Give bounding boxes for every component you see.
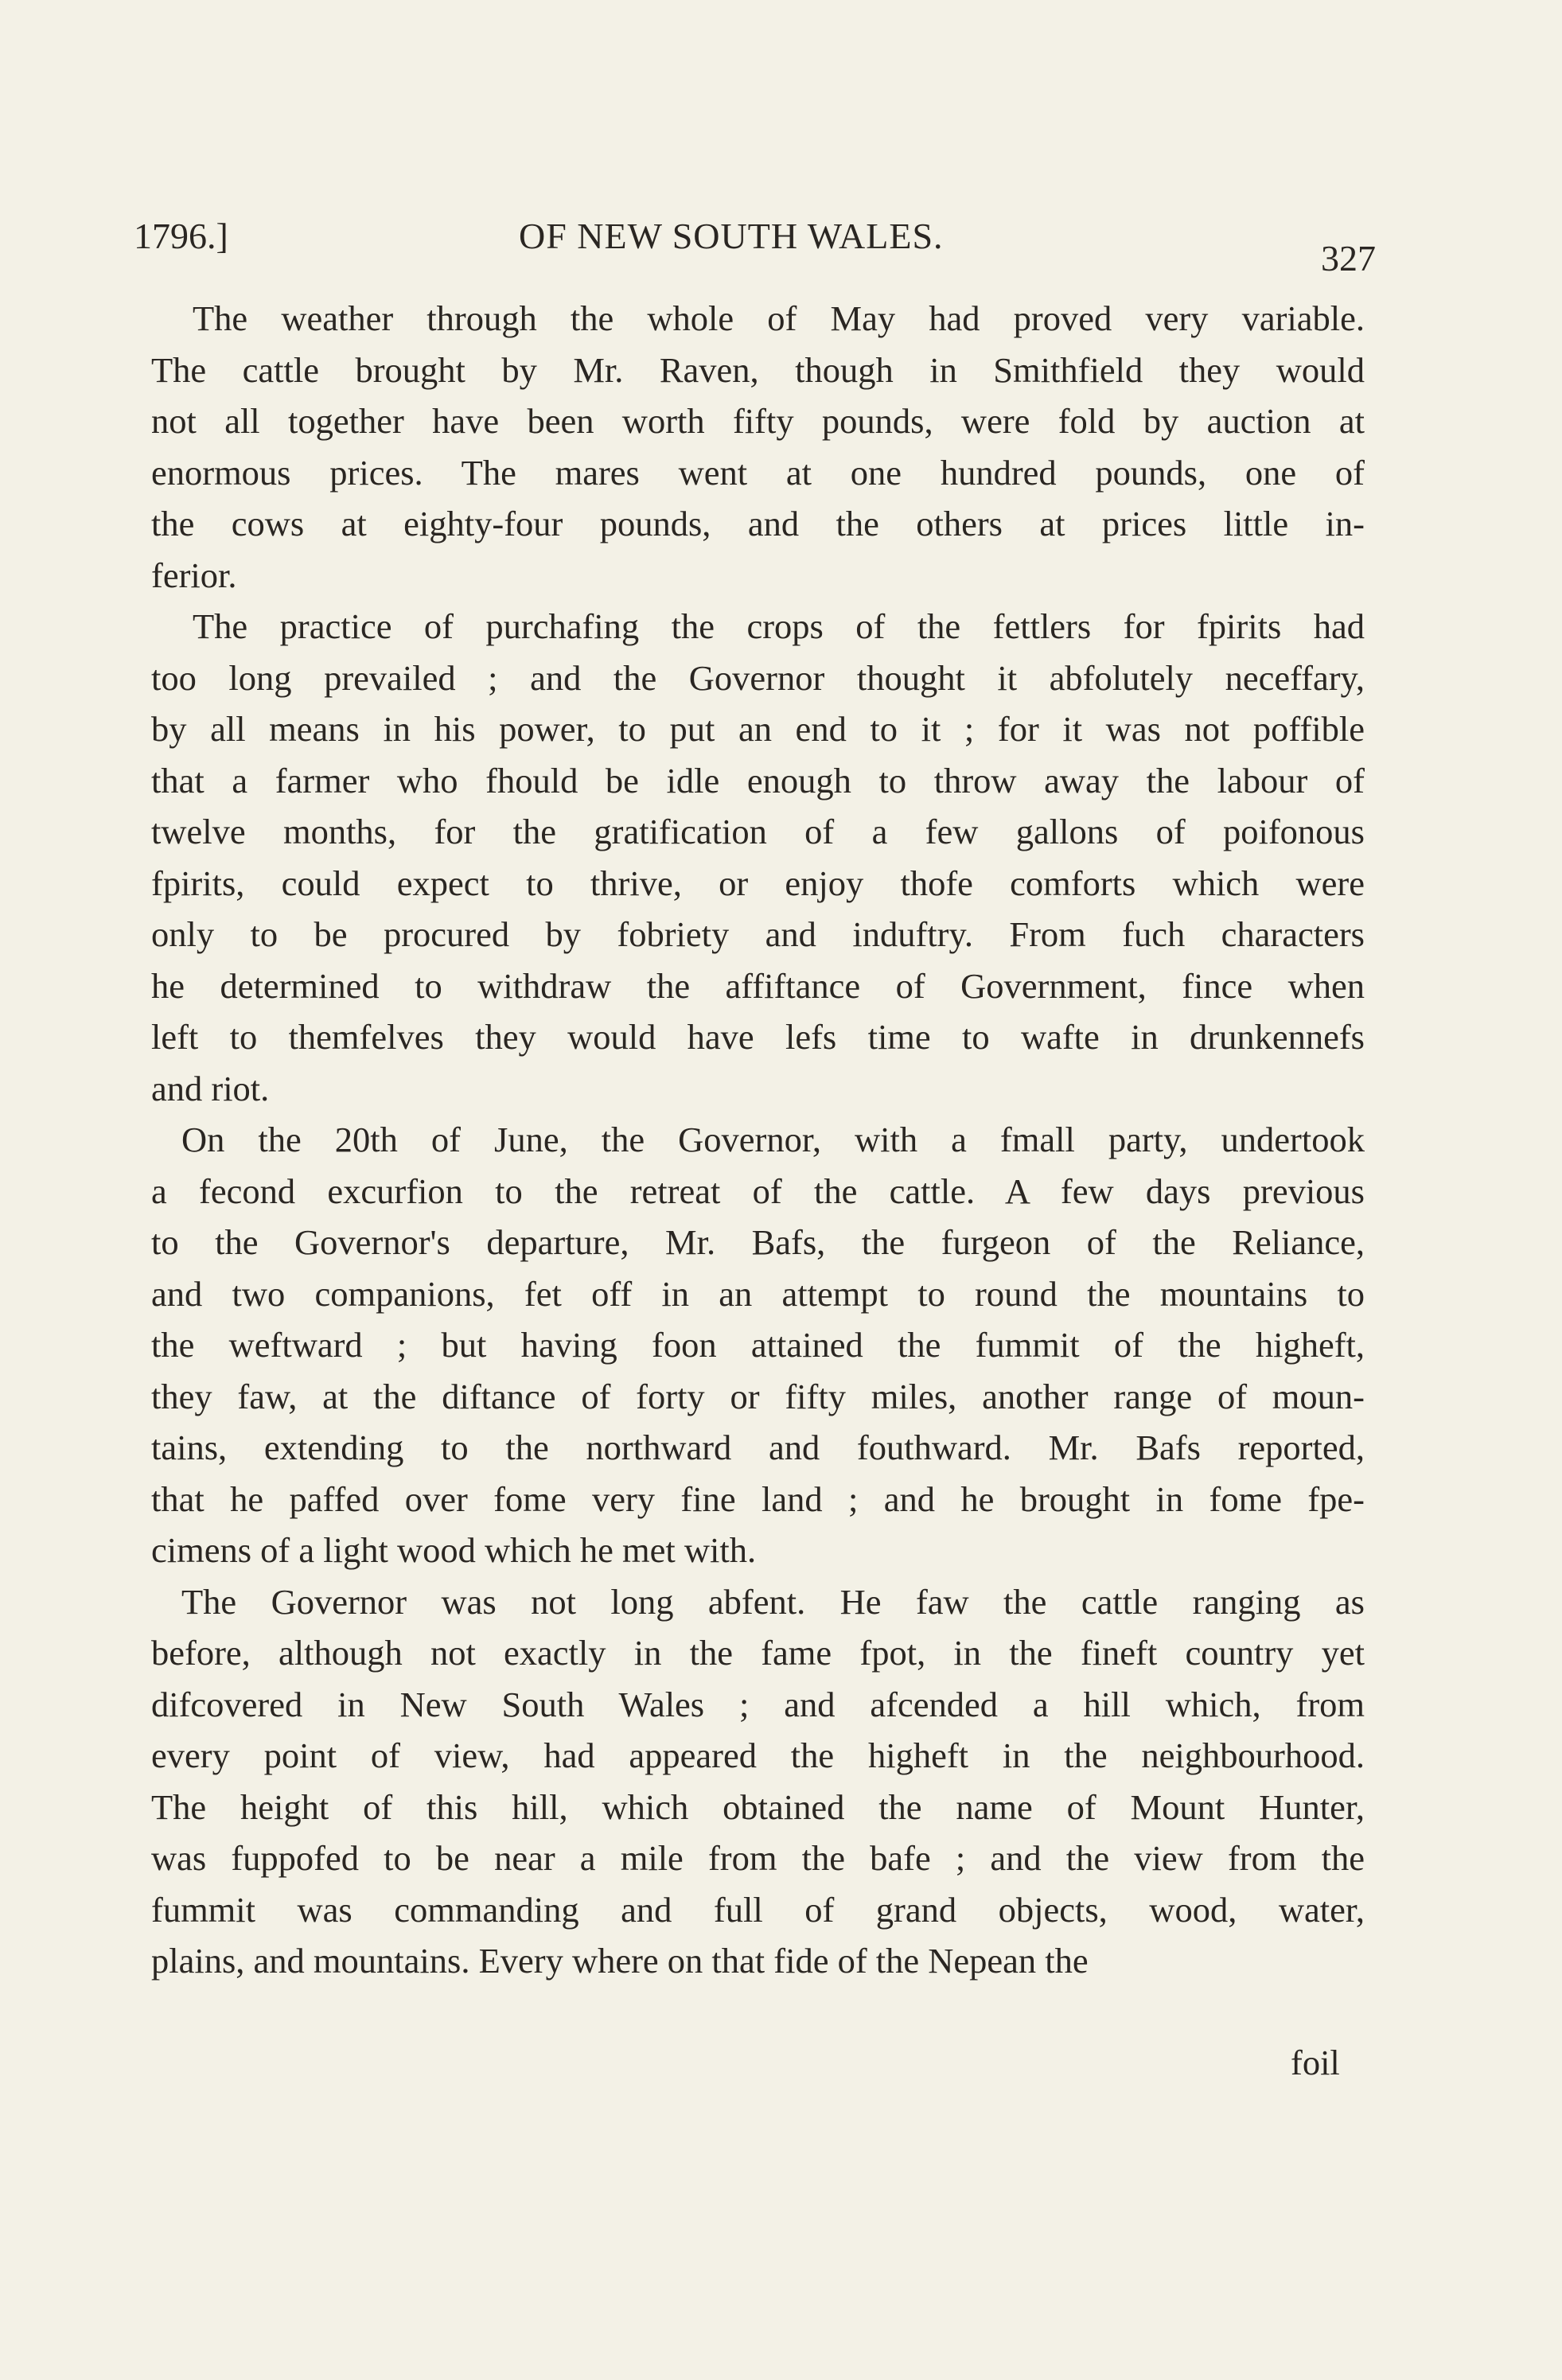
text-line: and riot.: [151, 1068, 270, 1108]
text-line: ferior.: [151, 555, 237, 595]
running-head-year: 1796.]: [134, 216, 228, 256]
running-head-title: OF NEW SOUTH WALES.: [519, 216, 944, 256]
text-line: plains, and mountains. Every where on that fide of the Nepean the: [151, 1941, 1089, 1981]
paragraph: [151, 1576, 1365, 1987]
text-line: left to themfelves they would have lefs time to wafte in drunkennefs: [151, 1017, 1365, 1057]
text-line: a fecond excurfion to the retreat of the cattle. A few days previous: [151, 1171, 1365, 1211]
text-line: difcovered in New South Wales ; and afcended a hill which, from: [151, 1684, 1365, 1724]
text-line: twelve months, for the gratification of a few gallons of poifonous: [151, 812, 1365, 851]
text-line: not all together have been worth fifty pounds, were fold by auction at: [151, 401, 1365, 441]
text-line: every point of view, had appeared the higheft in the neighbourhood.: [151, 1735, 1365, 1775]
text-line: The height of this hill, which obtained the name of Mount Hunter,: [151, 1786, 1365, 1827]
paragraph: [151, 1114, 1365, 1576]
text-line: was fuppofed to be near a mile from the bafe ; and the view from the: [151, 1838, 1365, 1878]
text-line: the cows at eighty-four pounds, and the others at prices little in-: [151, 504, 1365, 543]
text-line: that a farmer who fhould be idle enough to throw away the labour of: [151, 760, 1365, 800]
text-line: The weather through the whole of May had proved very variable.: [193, 298, 1365, 338]
text-line: On the 20th of June, the Governor, with a fmall party, undertook: [181, 1120, 1365, 1159]
text-line: The cattle brought by Mr. Raven, though in Smithfield they would: [151, 349, 1365, 390]
paragraph: [151, 601, 1365, 1114]
text-line: fummit was commanding and full of grand objects, wood, water,: [151, 1889, 1365, 1930]
page-number: 327: [1321, 238, 1376, 279]
text-line: tains, extending to the northward and fouthward. Mr. Bafs reported,: [151, 1428, 1365, 1467]
text-line: by all means in his power, to put an end to it ; for it was not poffible: [151, 709, 1365, 749]
text-line: fpirits, could expect to thrive, or enjoy thofe comforts which were: [151, 863, 1365, 903]
text-line: enormous prices. The mares went at one hundred pounds, one of: [151, 452, 1365, 493]
text-line: the weftward ; but having foon attained the fummit of the higheft,: [151, 1325, 1365, 1365]
text-line: to the Governor's departure, Mr. Bafs, the furgeon of the Reliance,: [151, 1222, 1365, 1262]
text-line: only to be procured by fobriety and induftry. From fuch characters: [151, 914, 1365, 954]
text-line: cimens of a light wood which he met with.: [151, 1530, 757, 1570]
text-line: The Governor was not long abfent. He faw the cattle ranging as: [181, 1581, 1365, 1622]
text-line: and two companions, fet off in an attempt to round the mountains to: [151, 1273, 1365, 1314]
text-line: he determined to withdraw the affiftance of Government, fince when: [151, 965, 1365, 1006]
text-line: too long prevailed ; and the Governor thought it abfolutely neceffary,: [151, 657, 1365, 698]
text-line: that he paffed over fome very fine land ; and he brought in fome fpe-: [151, 1478, 1365, 1519]
paragraph: [151, 293, 1365, 601]
body-text: [151, 293, 1365, 1987]
text-line: they faw, at the diftance of forty or fifty miles, another range of moun-: [151, 1376, 1365, 1416]
catchword: foil: [1291, 2043, 1340, 2082]
running-head: [134, 208, 1407, 279]
text-line: before, although not exactly in the fame fpot, in the fineft country yet: [151, 1633, 1365, 1673]
text-line: The practice of purchafing the crops of the fettlers for fpirits had: [193, 606, 1365, 646]
